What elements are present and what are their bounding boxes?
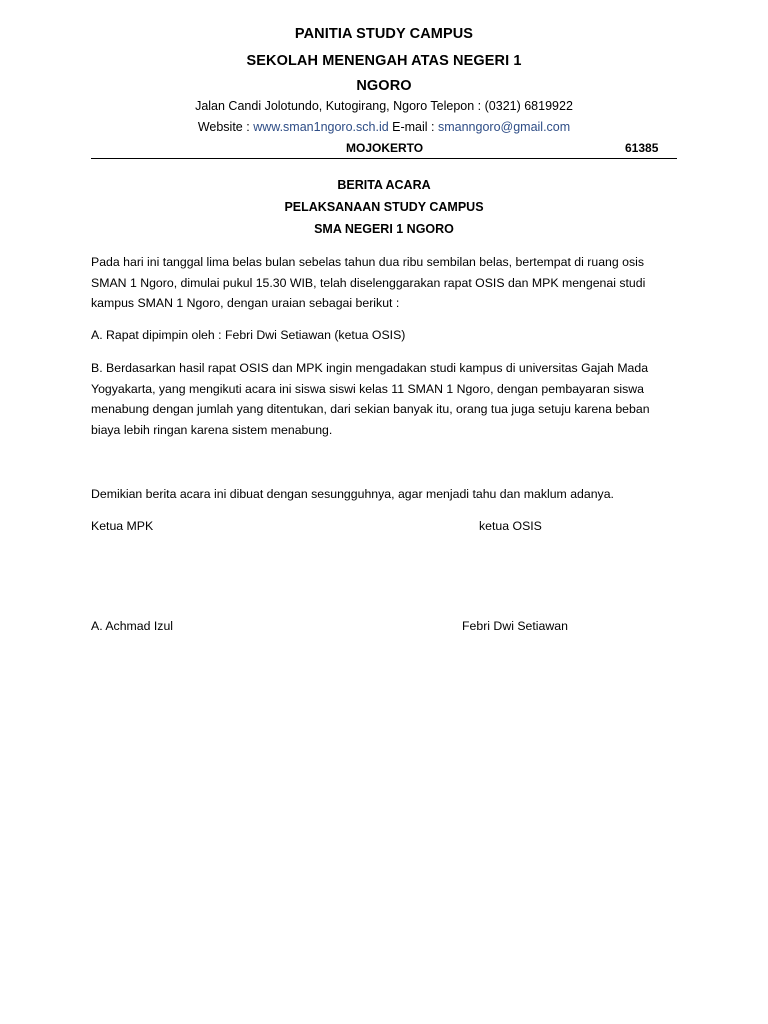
letterhead-city: MOJOKERTO (346, 141, 424, 155)
document-title: BERITA ACARA (337, 178, 431, 192)
letterhead-postal-code: 61385 (625, 141, 659, 155)
letterhead-town: NGORO (356, 78, 412, 94)
point-b-line: B. Berdasarkan hasil rapat OSIS dan MPK ingin mengadakan studi kampus di universitas Gajah Mada (91, 361, 649, 375)
website-label: Website : (197, 120, 254, 134)
closing-line: Demikian berita acara ini dibuat dengan sesungguhnya, agar menjadi tahu dan maklum adanya. (91, 487, 614, 501)
signature-role-mpk: Ketua MPK (91, 519, 154, 533)
letterhead-divider (91, 158, 677, 159)
document-subtitle-school: SMA NEGERI 1 NGORO (314, 222, 454, 236)
point-b-line: menabung dengan jumlah yang ditentukan, dari sekian banyak itu, orang tua juga setuju karena beban (91, 402, 650, 416)
intro-paragraph (91, 252, 677, 314)
email-label: E-mail : (388, 120, 438, 134)
point-a-paragraph (91, 325, 677, 346)
signature-name-osis: Febri Dwi Setiawan (462, 619, 568, 633)
letterhead-address: Jalan Candi Jolotundo, Kutogirang, Ngoro Telepon : (0321) 6819922 (195, 99, 573, 113)
point-b-line: biaya lebih ringan karena sistem menabung. (91, 422, 333, 437)
signature-role-osis: ketua OSIS (479, 519, 542, 533)
website-link[interactable]: www.sman1ngoro.sch.id (253, 120, 389, 134)
point-a-line: A. Rapat dipimpin oleh : Febri Dwi Setiawan (ketua OSIS) (91, 328, 406, 342)
document-subtitle: PELAKSANAAN STUDY CAMPUS (284, 200, 484, 214)
point-b-line: Yogyakarta, yang mengikuti acara ini siswa siswi kelas 11 SMAN 1 Ngoro, dengan pembayaran siswa (91, 381, 644, 396)
email-link[interactable]: smanngoro@gmail.com (437, 120, 571, 134)
letterhead-school: SEKOLAH MENENGAH ATAS NEGERI 1 (246, 53, 522, 69)
letterhead-contact (0, 120, 768, 134)
point-b-paragraph (91, 358, 677, 440)
letterhead-city-row (0, 141, 768, 157)
signature-name-mpk: A. Achmad Izul (91, 619, 174, 633)
letterhead-committee: PANITIA STUDY CAMPUS (294, 26, 474, 42)
intro-line: kampus SMAN 1 Ngoro, dengan uraian sebagai berikut : (91, 296, 400, 310)
closing-paragraph (91, 484, 677, 505)
intro-line: Pada hari ini tanggal lima belas bulan sebelas tahun dua ribu sembilan belas, bertempat di ruang osis (91, 255, 645, 269)
intro-line: SMAN 1 Ngoro, dimulai pukul 15.30 WIB, telah diselenggarakan rapat OSIS dan MPK mengenai studi (91, 275, 646, 290)
